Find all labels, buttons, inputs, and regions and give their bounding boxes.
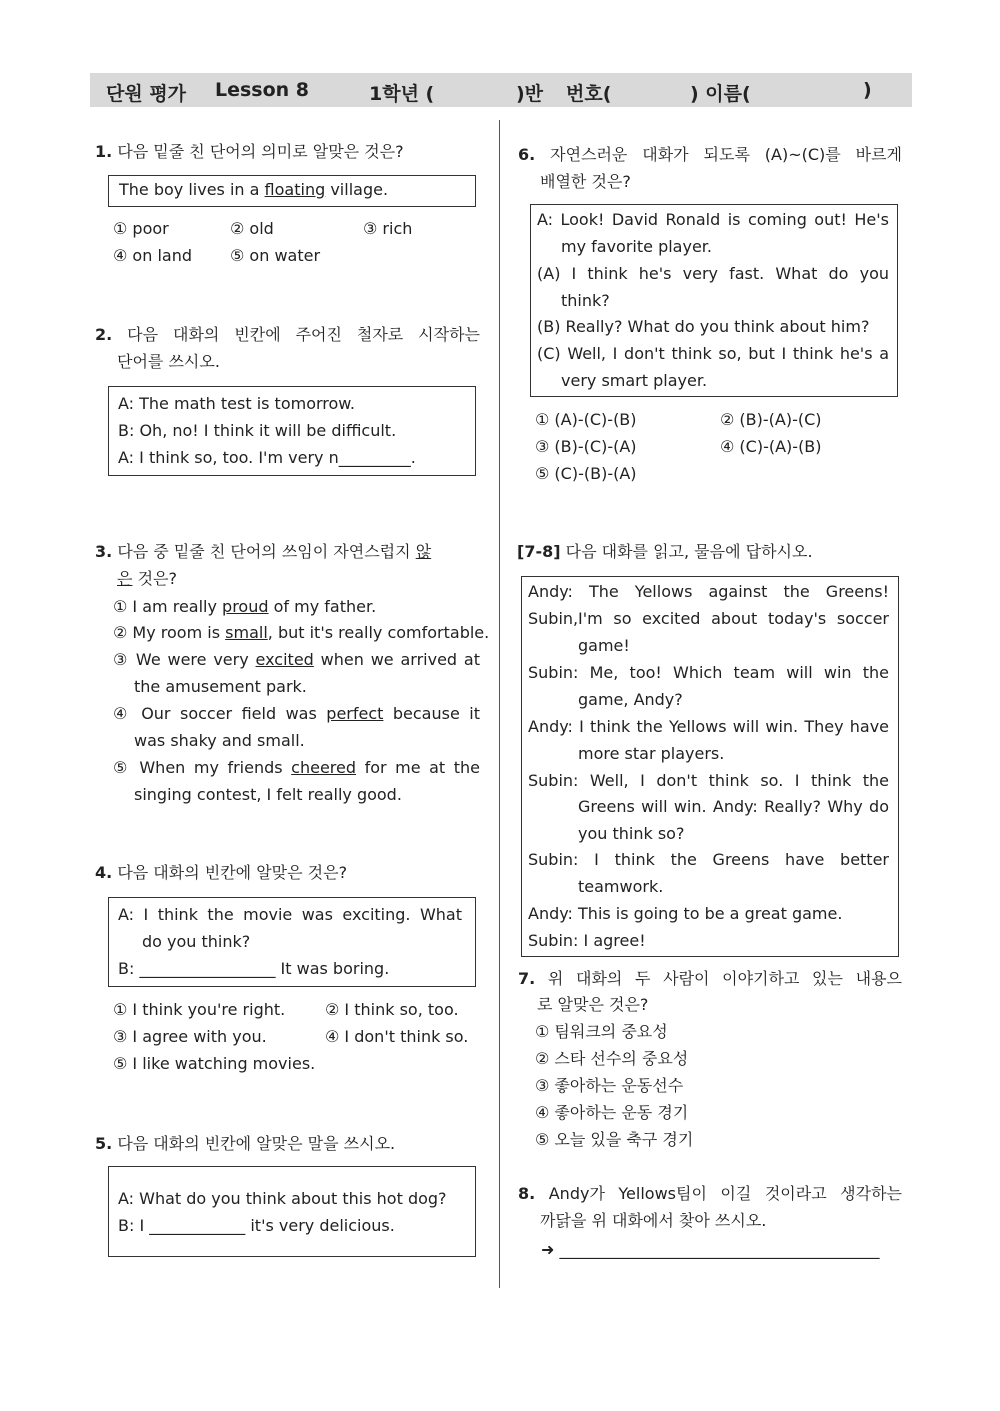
q6-option-4[interactable]: ④ (C)-(A)-(B) [720,437,822,456]
q78-prompt: [7-8] 다음 대화를 읽고, 물음에 답하시오. [517,542,813,561]
q3-prompt-line2: 은 것은? [117,569,177,588]
header-bar [90,73,912,107]
q4-prompt: 4. 다음 대화의 빈칸에 알맞은 것은? [95,863,348,882]
q78-dialog-line: Andy: I think the Yellows will win. They have [528,717,889,736]
q4-option-1[interactable]: ① I think you're right. [113,1000,286,1019]
q6-dialog-line: (A) I think he's very fast. What do you [537,264,889,283]
q3-prompt-line1: 3. 다음 중 밑줄 친 단어의 쓰임이 자연스럽지 않 [95,542,432,561]
q3-option-3-cont: the amusement park. [134,677,307,696]
q78-dialog-line: Subin: Well, I don't think so. I think the [528,771,889,790]
q5-prompt: 5. 다음 대화의 빈칸에 알맞은 말을 쓰시오. [95,1134,396,1153]
q78-dialog-line: Greens will win. Andy: Really? Why do [578,797,889,816]
q78-dialog-line: Andy: The Yellows against the Greens! Subin, [528,582,889,628]
q78-dialog-line: Andy: This is going to be a great game. [528,904,843,923]
q1-prompt: 1. 다음 밑줄 친 단어의 의미로 알맞은 것은? [95,142,404,161]
q1-option-1[interactable]: ① poor [113,219,169,238]
q4-dialog-line: do you think? [142,932,251,951]
q6-prompt-line2: 배열한 것은? [540,172,631,191]
q1-option-2[interactable]: ② old [230,219,274,238]
q3-option-4[interactable]: ④ Our soccer field was perfect because it [113,704,480,723]
header-unit: 단원 평가 [106,83,187,105]
header-end: ) [863,79,872,101]
q78-dialog-line: game! [578,636,630,655]
q78-dialog-line: Subin: I think the Greens have better [528,850,889,869]
q4-option-5[interactable]: ⑤ I like watching movies. [113,1054,316,1073]
q2-prompt-line1: 2. 다음 대화의 빈칸에 주어진 철자로 시작하는 [95,325,481,344]
q6-prompt-line1: 6. 자연스러운 대화가 되도록 (A)~(C)를 바르게 [518,145,902,164]
q78-dialog-line: I'm so excited about today's soccer [578,609,889,628]
header-lesson: Lesson 8 [215,79,310,101]
q1-option-3[interactable]: ③ rich [363,219,413,238]
q8-prompt-line2: 까닭을 위 대화에서 찾아 쓰시오. [540,1211,767,1230]
q2-prompt-line2: 단어를 쓰시오. [117,352,220,371]
q6-option-2[interactable]: ② (B)-(A)-(C) [720,410,822,429]
q6-dialog-line: very smart player. [561,371,708,390]
q3-option-5-cont: singing contest, I felt really good. [134,785,402,804]
q3-option-2[interactable]: ② My room is small, but it's really comfortable. [113,623,490,642]
q1-option-4[interactable]: ④ on land [113,246,192,265]
q4-option-3[interactable]: ③ I agree with you. [113,1027,267,1046]
q7-option-1[interactable]: ① 팀워크의 중요성 [535,1022,668,1041]
q6-option-3[interactable]: ③ (B)-(C)-(A) [535,437,637,456]
q3-option-4-cont: was shaky and small. [134,731,305,750]
q7-option-3[interactable]: ③ 좋아하는 운동선수 [535,1076,684,1095]
q78-dialog-line: Subin: I agree! [528,931,646,950]
q2-dialog-line: A: The math test is tomorrow. [118,394,356,413]
q6-option-5[interactable]: ⑤ (C)-(B)-(A) [535,464,637,483]
q3-option-3[interactable]: ③ We were very excited when we arrived at [113,650,480,669]
q6-dialog-line: (B) Really? What do you think about him? [537,317,870,336]
q7-option-2[interactable]: ② 스타 선수의 중요성 [535,1049,689,1068]
q6-dialog-line: (C) Well, I don't think so, but I think he's a [537,344,889,363]
q6-dialog-line: my favorite player. [561,237,712,256]
q6-dialog-line: A: Look! David Ronald is coming out! He's [537,210,889,229]
q6-dialog-line: think? [561,291,610,310]
q4-dialog-line: A: I think the movie was exciting. What [118,905,462,924]
q5-dialog-line: B: I ____________ it's very delicious. [118,1216,395,1235]
q1-sentence: The boy lives in a floating village. [119,180,389,199]
q4-option-4[interactable]: ④ I don't think so. [325,1027,469,1046]
q2-dialog-line: B: Oh, no! I think it will be difficult. [118,421,397,440]
header-number: 번호( [566,83,612,105]
q7-option-5[interactable]: ⑤ 오늘 있을 축구 경기 [535,1130,694,1149]
q4-option-2[interactable]: ② I think so, too. [325,1000,459,1019]
q8-prompt-line1: 8. Andy가 Yellows팀이 이길 것이라고 생각하는 [518,1184,902,1203]
q1-option-5[interactable]: ⑤ on water [230,246,321,265]
q7-prompt-line1: 7. 위 대화의 두 사람이 이야기하고 있는 내용으 [518,969,902,988]
q5-dialog-line: A: What do you think about this hot dog? [118,1189,447,1208]
q78-dialog-line: more star players. [578,744,725,763]
q3-option-5[interactable]: ⑤ When my friends cheered for me at the [113,758,481,777]
q78-dialog-line: teamwork. [578,877,664,896]
q78-dialog-line: game, Andy? [578,690,683,709]
q3-option-1[interactable]: ① I am really proud of my father. [113,597,377,616]
column-divider [499,120,500,1288]
q8-answer-line[interactable]: ➜ ________________________________________ [541,1240,880,1259]
q7-prompt-line2: 로 알맞은 것은? [537,995,649,1014]
q78-dialog-line: Subin: Me, too! Which team will win the [528,663,889,682]
header-grade: 1학년 ( [369,83,435,105]
q4-dialog-line: B: _________________ It was boring. [118,959,390,978]
q7-option-4[interactable]: ④ 좋아하는 운동 경기 [535,1103,689,1122]
q6-option-1[interactable]: ① (A)-(C)-(B) [535,410,637,429]
q78-dialog-line: you think so? [578,824,685,843]
header-name: ) 이름( [690,83,751,105]
header-class: )반 [516,83,544,105]
q2-dialog-line: A: I think so, too. I'm very n_________. [118,448,416,467]
